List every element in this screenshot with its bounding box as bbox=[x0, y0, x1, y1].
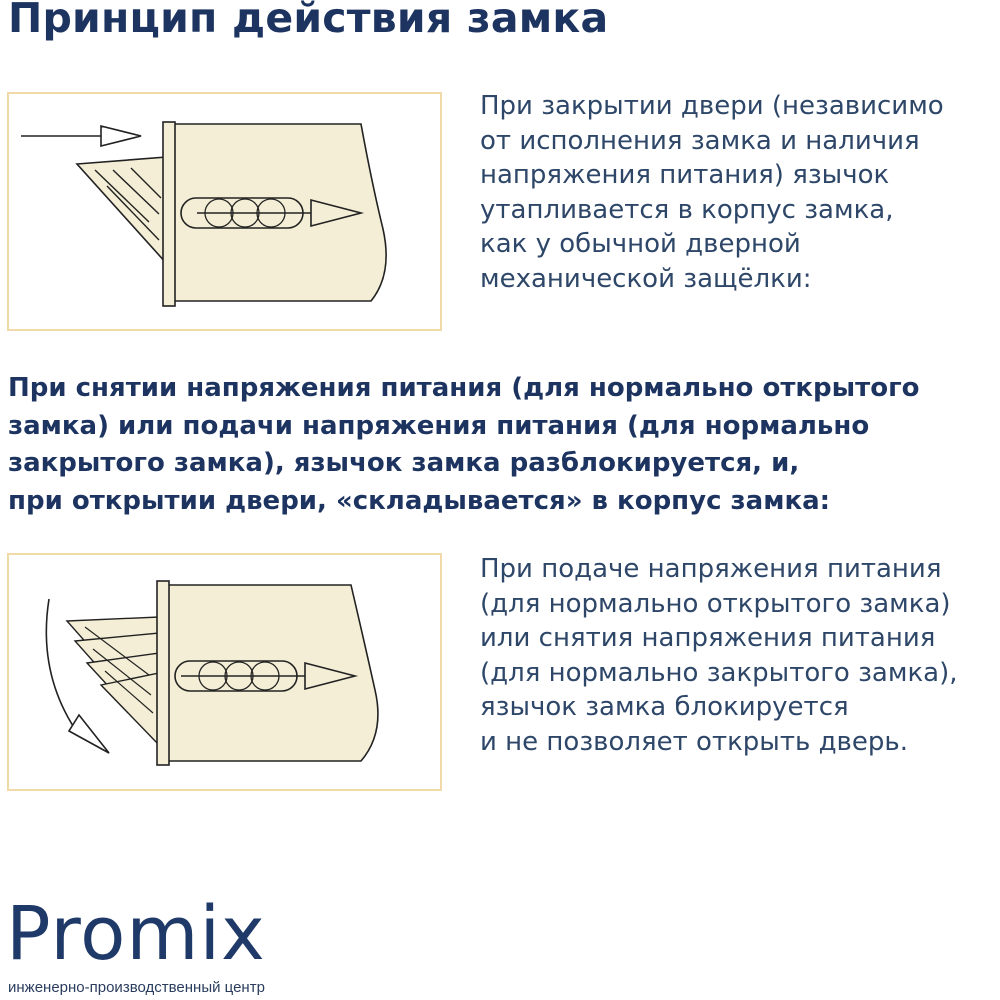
latch-retract-illustration bbox=[9, 94, 444, 333]
latch-retract-diagram bbox=[7, 92, 442, 331]
text-line: при открытии двери, «складывается» в корпус замка: bbox=[8, 485, 831, 516]
brand-logo: Promix bbox=[6, 891, 266, 977]
text-line: замка) или подачи напряжения питания (для нормально bbox=[8, 410, 870, 441]
brand-subtitle: инженерно-производственный центр bbox=[8, 979, 265, 996]
text-line: как у обычной дверной bbox=[480, 229, 801, 259]
text-line: от исполнения замка и наличия bbox=[480, 125, 920, 156]
unlock-description bbox=[8, 370, 920, 520]
text-line: закрытого замка), язычок замка разблокируется, и, bbox=[8, 448, 800, 478]
text-line: язычок замка блокируется bbox=[480, 692, 849, 722]
text-line: или снятия напряжения питания bbox=[480, 623, 936, 653]
text-line: напряжения питания) язычок bbox=[480, 160, 890, 190]
bottom-description bbox=[480, 552, 958, 759]
text-line: (для нормально открытого замка) bbox=[480, 588, 951, 619]
latch-fold-diagram bbox=[7, 553, 442, 791]
page-title: Принцип действия замка bbox=[8, 0, 609, 42]
text-line: При закрытии двери (независимо bbox=[480, 91, 944, 121]
text-line: и не позволяет открыть дверь. bbox=[480, 726, 908, 757]
latch-fold-illustration bbox=[9, 555, 444, 793]
text-line: утапливается в корпус замка, bbox=[480, 194, 894, 225]
top-description bbox=[480, 89, 944, 296]
text-line: механической защёлки: bbox=[480, 263, 812, 294]
text-line: (для нормально закрытого замка), bbox=[480, 657, 958, 688]
text-line: При подаче напряжения питания bbox=[480, 554, 942, 584]
text-line: При снятии напряжения питания (для нормально открытого bbox=[8, 373, 920, 403]
